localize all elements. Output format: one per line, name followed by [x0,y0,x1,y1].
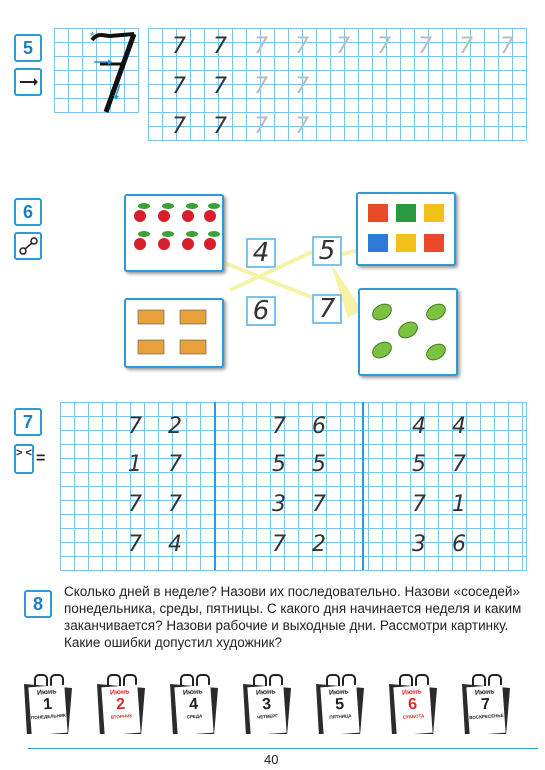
number-box-5: 5 [312,236,342,266]
calendar-weekday: СУББОТА [402,713,425,720]
compare-digit: 6 [312,414,326,439]
svg-text:*: * [90,29,95,43]
task8-line-1: Сколько дней в неделе? Назови их последовательно. Назови «соседей» [64,584,520,599]
compare-digit: 5 [272,452,286,477]
compare-digit: 1 [452,492,466,517]
compare-digit: 7 [452,452,466,477]
calendar-day: 3 [261,695,272,714]
calendar-day: 7 [480,695,491,714]
compare-digit: 7 [312,492,326,517]
compare-digit: 2 [312,532,326,557]
written-digit: 7 [377,34,391,59]
written-digit: 7 [418,34,432,59]
written-digit: 7 [336,34,350,59]
written-digit: 7 [254,74,268,99]
calendar-page [166,668,220,736]
calendar-day: 1 [42,695,53,714]
column-divider-1 [214,402,216,570]
calendar-day: 4 [188,695,199,714]
compare-digit: 7 [128,492,142,517]
column-divider-2 [362,402,364,570]
compare-signs-icon: > < [14,444,34,474]
calendar-page [20,668,74,736]
cherries-picture [124,194,224,272]
calendar-weekday: ЧЕТВЕРГ [256,713,278,720]
written-digit: 7 [172,74,186,99]
calendar-weekday: ВОСКРЕСЕНЬЕ [469,712,504,721]
written-digit: 7 [500,34,514,59]
calendar-weekday: ПОНЕДЕЛЬНИК [30,712,66,721]
calendar-day: 2 [115,695,126,714]
task8-line-3: заканчивается? Назови рабочие и выходные дни. Рассмотри картинку. [64,618,509,633]
written-digit: 7 [254,114,268,139]
compare-digit: 7 [128,532,142,557]
compare-digit: 1 [128,452,142,477]
calendar-day: 6 [407,695,418,714]
compare-digit: 7 [168,492,182,517]
compare-digit: 7 [128,414,142,439]
number-box-7: 7 [312,294,342,324]
written-digit: 7 [459,34,473,59]
task-number-6: 6 [14,198,42,226]
calendar-month: Июнь [255,688,276,697]
bottom-rule [28,748,538,749]
task8-line-2: понедельника, среды, пятницы. С какого дня начинается неделя и каким [64,601,522,616]
written-digit: 7 [295,114,309,139]
written-digit: 7 [213,114,227,139]
written-digit: 7 [254,34,268,59]
calendar-page [458,668,512,736]
calendar-month: Июнь [36,688,57,697]
compare-digit: 4 [452,414,466,439]
calendar-month: Июнь [109,688,130,697]
calendar-weekday: ПЯТНИЦА [329,713,352,720]
task8-line-4: Какие ошибки допустил художник? [64,635,283,650]
written-digit: 7 [213,34,227,59]
calendar-month: Июнь [401,688,422,697]
page-number: 40 [264,752,279,767]
calendar-page [93,668,147,736]
equals-sign: = [36,450,46,467]
candies-picture [124,298,224,368]
cubes-picture [356,192,456,266]
calendar-weekday: СРЕДА [186,713,203,720]
compare-digit: 4 [168,532,182,557]
written-digit: 7 [295,74,309,99]
calendar-page [312,668,366,736]
task-number-8: 8 [24,590,52,618]
compare-digit: 7 [272,414,286,439]
calendar-month: Июнь [182,688,203,697]
written-digit: 7 [295,34,309,59]
written-digit: 7 [213,74,227,99]
task-number-7: 7 [14,408,42,436]
compare-digit: 4 [412,414,426,439]
calendar-month: Июнь [474,688,495,697]
number-box-4: 4 [246,238,276,268]
calendar-weekday: ВТОРНИК [110,713,133,720]
number-box-6: 6 [246,296,276,326]
compare-digit: 3 [412,532,426,557]
compare-digit: 6 [452,532,466,557]
task-number-5: 5 [14,34,42,62]
calendar-page [385,668,439,736]
written-digit: 7 [172,114,186,139]
compare-digit: 5 [412,452,426,477]
compare-digit: 7 [272,532,286,557]
compare-digit: 7 [412,492,426,517]
compare-digit: 5 [312,452,326,477]
compare-digit: 7 [168,452,182,477]
compare-digit: 2 [168,414,182,439]
calendar-month: Июнь [328,688,349,697]
written-digit: 7 [172,34,186,59]
calendar-page [239,668,293,736]
compare-digit: 3 [272,492,286,517]
leaves-picture [358,288,458,376]
calendar-day: 5 [334,695,345,714]
